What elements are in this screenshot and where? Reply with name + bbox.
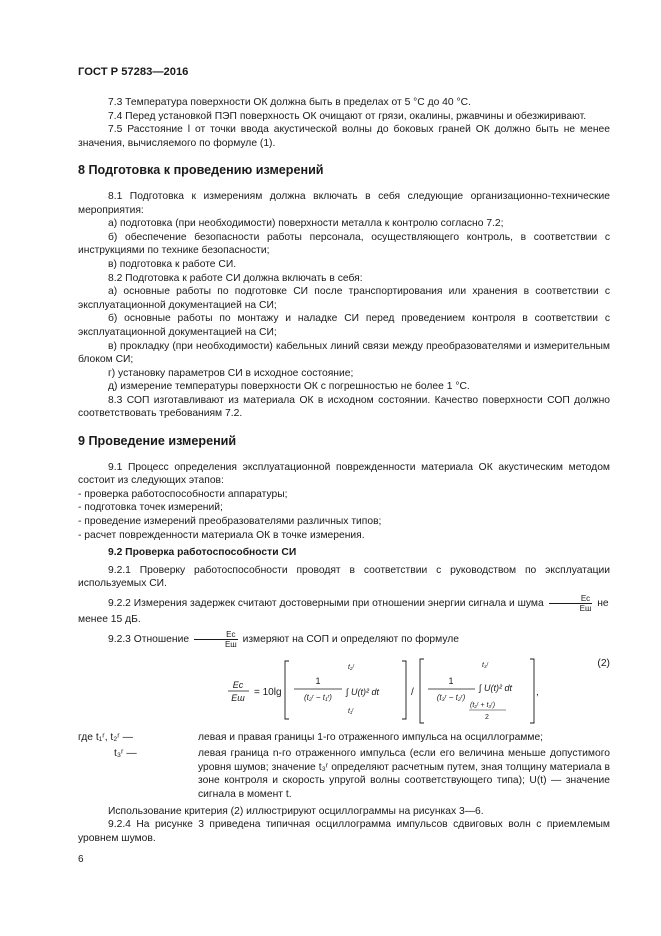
where-symbol-1: где t₁ʳ, t₂ʳ — <box>78 731 133 743</box>
formula-one-1: 1 <box>315 675 321 686</box>
where-symbol-2: t₃ʳ — <box>114 748 137 760</box>
fraction-numerator: Eс <box>549 594 593 604</box>
paragraph-9-2-3 <box>78 630 610 649</box>
section-9-title: 9 Проведение измерений <box>78 434 237 449</box>
item-8-1-b: б) обеспечение безопасности работы персонала, осуществляющего контроль, в соответствии с инструкциями по технике безопасности; <box>78 231 610 257</box>
formula-integral-2: ∫ U(t)² dt <box>479 682 512 693</box>
formula-2-graphic <box>78 655 538 727</box>
formula-lhs-denominator: Eш <box>231 692 245 703</box>
fraction-denominator: Eш <box>579 604 592 613</box>
item-8-2-d: г) установку параметров СИ в исходное состояние; <box>108 367 354 379</box>
formula-equals-log: = 10lg <box>254 686 282 698</box>
formula-number: (2) <box>597 657 610 669</box>
formula-limit-bottom-2-denominator: 2 <box>485 713 489 721</box>
formula-comma: , <box>536 686 539 698</box>
fraction-numerator: Eс <box>194 630 238 640</box>
paragraph-9-2-2-tail: не <box>597 598 609 610</box>
paragraph-9-2-3-tail: измеряют на СОП и определяют по формуле <box>242 633 460 645</box>
paragraph-9-1: 9.1 Процесс определения эксплуатационной поврежденности материала ОК акустическим методом состоит из следующих этапов: <box>78 461 610 487</box>
subsection-9-2-title: 9.2 Проверка работоспособности СИ <box>108 547 297 559</box>
paragraph-9-2-3-text: 9.2.3 Отношение <box>108 633 190 645</box>
formula-limit-top-2: t₃ʳ <box>482 661 489 669</box>
paragraph-9-2-1: 9.2.1 Проверку работоспособности проводят в соответствии с руководством по эксплуатации используемых СИ. <box>78 564 610 590</box>
stage-item: - проведение измерений преобразователями различных типов; <box>78 516 382 528</box>
paragraph-8-2: 8.2 Подготовка к работе СИ должна включать в себя: <box>108 272 363 284</box>
formula-denominator-2: (t₃ʳ − t₂ʳ) <box>436 692 466 702</box>
item-8-2-a: а) основные работы по подготовке СИ после транспортирования или хранения в соответствии с эксплуатационной документацией на СИ; <box>78 286 610 311</box>
document-header: ГОСТ Р 57283—2016 <box>78 66 189 78</box>
formula-integral-1: ∫ U(t)² dt <box>346 686 379 697</box>
paragraph-7-4: 7.4 Перед установкой ПЭП поверхность ОК очищают от грязи, окалины, ржавчины и обезжиривают. <box>108 110 587 122</box>
item-8-1-a: а) подготовка (при необходимости) поверхности металла к контролю согласно 7.2; <box>108 218 504 230</box>
where-definition-2 <box>78 747 610 801</box>
item-8-2-b: б) основные работы по монтажу и наладке СИ перед проведением контроля в соответствии с эксплуатационной документацией на СИ; <box>78 313 610 338</box>
formula-limit-bottom-2: (t₂ʳ + t₃ʳ) <box>470 701 496 709</box>
fraction-denominator: Eш <box>224 639 237 649</box>
section-8-title: 8 Подготовка к проведению измерений <box>78 163 324 178</box>
page-number: 6 <box>78 854 84 865</box>
formula-limit-bottom-1: t₁ʳ <box>348 707 354 715</box>
item-8-2-e: д) измерение температуры поверхности ОК с погрешностью не более 1 °С. <box>108 381 470 393</box>
signal-noise-ratio-fraction <box>549 594 593 613</box>
item-8-2-c: в) прокладку (при необходимости) кабельных линий связи между преобразователями и измерительным блоком СИ; <box>78 340 610 366</box>
paragraph-9-2-2-text: 9.2.2 Измерения задержек считают достоверными при отношении энергии сигнала и шума <box>108 598 544 610</box>
where-text-1: левая и правая границы 1-го отраженного импульса на осциллограмме; <box>198 731 544 743</box>
stage-item: - проверка работоспособности аппаратуры; <box>78 488 288 500</box>
stage-item: - расчет поврежденности материала ОК в точке измерения. <box>78 529 365 541</box>
where-text-2: левая граница n-го отраженного импульса (если его величина меньше допустимого уровня шумов; значение t₃ʳ определяют расчетным путем, зная толщину материала в зоне контроля и скорость упругой волны соответствующего типа); U(t) — значение сигнала в момент t. <box>198 748 610 800</box>
paragraph-8-1: 8.1 Подготовка к измерениям должна включать в себя следующие организационно-технические мероприятия: <box>78 190 610 216</box>
page-content <box>78 96 610 845</box>
formula-slash: / <box>411 686 414 698</box>
formula-lhs-numerator: Eс <box>232 679 244 690</box>
formula-denominator-1: (t₂ʳ − t₁ʳ) <box>304 692 332 702</box>
formula-one-2: 1 <box>448 675 454 686</box>
stage-item: - подготовка точек измерений; <box>78 502 223 514</box>
formula-2 <box>78 655 610 727</box>
paragraph-7-5: 7.5 Расстояние l от точки ввода акустической волны до боковых граней ОК должно быть не менее значения, вычисляемого по формуле (1). <box>78 124 610 149</box>
paragraph-9-2-2 <box>78 594 610 613</box>
paragraph-9-2-4: 9.2.4 На рисунке 3 приведена типичная осциллограмма импульсов сдвиговых волн с приемлемым уровнем шумов. <box>78 819 610 844</box>
item-8-1-c: в) подготовка к работе СИ. <box>108 258 237 270</box>
paragraph-8-3: 8.3 СОП изготавливают из материала ОК в исходном состоянии. Качество поверхности СОП должно соответствовать требованиям 7.2. <box>78 394 610 420</box>
paragraph-9-2-2-continued: менее 15 дБ. <box>78 614 141 625</box>
signal-noise-ratio-fraction <box>194 630 238 649</box>
formula-limit-top-1: t₂ʳ <box>348 663 355 671</box>
paragraph-7-3: 7.3 Температура поверхности ОК должна быть в пределах от 5 °С до 40 °С. <box>108 97 471 108</box>
paragraph-criterion: Использование критерия (2) иллюстрируют осциллограммы на рисунках 3—6. <box>108 805 484 817</box>
where-definition-1 <box>78 731 610 745</box>
